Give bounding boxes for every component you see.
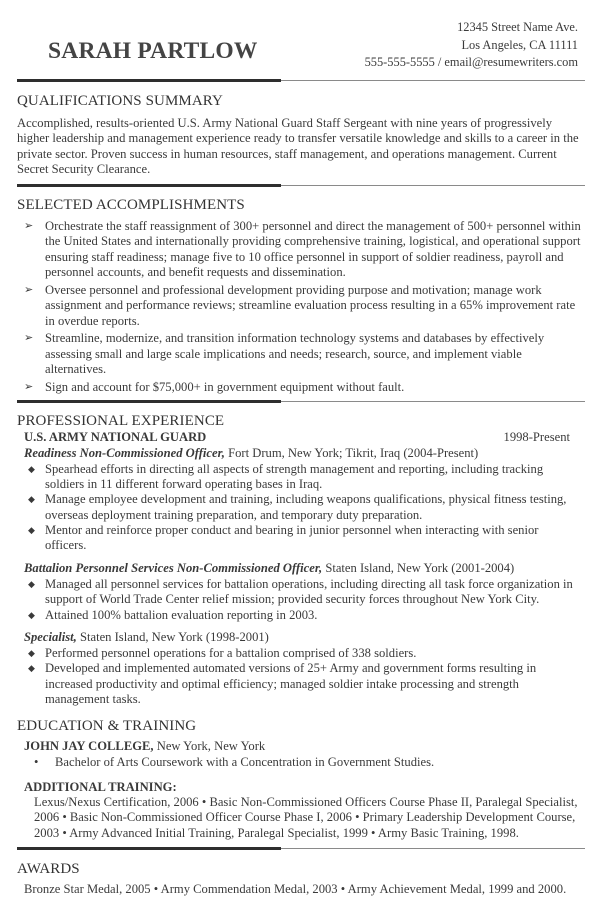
phone-email: 555-555-5555 / email@resumewriters.com <box>364 55 578 69</box>
list-item: ➢ Streamline, modernize, and transition information technology systems and databases by effectively assessing small and large scale implications and needs; research, source, and implement viable alternatives. <box>24 331 545 377</box>
awards-text: Bronze Star Medal, 2005 • Army Commendation Medal, 2003 • Army Achievement Medal, 1999 and 2000. <box>24 882 567 897</box>
bullet-icon: • <box>34 754 39 769</box>
list-item: ◆ Spearhead efforts in directing all aspects of strength management and reporting, including tracking soldiers in 11 different forward operating bases in Iraq. <box>28 461 544 492</box>
resume-header <box>0 0 604 79</box>
list-item: ➢ Sign and account for $75,000+ in government equipment without fault. <box>24 379 405 394</box>
arrow-bullet-icon: ➢ <box>24 332 34 345</box>
list-item: ◆ Manage employee development and training, including weapons qualifications, physical fitness testing, overseas deployment training preparation, and temporary duty preparation. <box>28 492 567 522</box>
school: JOHN JAY COLLEGE, New York, New York <box>24 739 266 754</box>
role-title: Battalion Personnel Services Non-Commissioned Officer, Staten Island, New York (2001-2004) <box>24 560 515 575</box>
list-item: ➢ Orchestrate the staff reassignment of 300+ personnel and direct the management of 500+ personnel within the United States and internationally providing comprehensive training, logistical, and operational support ensuring staff readiness; manage five to 10 office personnel in support of soldier readiness, payroll and personnel accounts, and benefit requests and dissemination. <box>24 219 581 280</box>
contact-block <box>365 19 578 72</box>
list-item: ◆ Mentor and reinforce proper conduct and bearing in junior personnel when interacting with senior officers. <box>28 523 539 553</box>
role-title: Readiness Non-Commissioned Officer, Fort Drum, New York; Tikrit, Iraq (2004-Present) <box>24 445 479 460</box>
role-bullets <box>24 577 582 623</box>
list-item: ◆ Managed all personnel services for battalion operations, including directing all task force organization in support of World Trade Center relief mission; provided security forces throughout New York City. <box>28 576 573 607</box>
diamond-bullet-icon: ◆ <box>28 525 35 536</box>
diamond-bullet-icon: ◆ <box>28 463 35 474</box>
list-item: ◆ Developed and implemented automated versions of 25+ Army and government forms resulting in increased productivity and optimal efficiency; managed soldier intake processing and strength management tasks. <box>28 661 537 706</box>
accomplishments-list <box>24 219 582 395</box>
accomplishments-heading: SELECTED ACCOMPLISHMENTS <box>17 197 245 214</box>
section-divider <box>17 400 585 404</box>
employer-name: U.S. ARMY NATIONAL GUARD <box>24 430 207 445</box>
section-divider <box>17 184 585 188</box>
diamond-bullet-icon: ◆ <box>28 648 35 659</box>
diamond-bullet-icon: ◆ <box>28 663 35 674</box>
arrow-bullet-icon: ➢ <box>24 380 34 393</box>
employer-row <box>24 430 580 445</box>
resume-body <box>17 79 587 917</box>
list-item: ➢ Oversee personnel and professional development providing purpose and motivation; manage work assignment and performance reviews; streamline evaluation process resulting in a 65% improvement rate in overdue reports. <box>24 282 576 328</box>
education-bullet: • Bachelor of Arts Coursework with a Concentration in Government Studies. <box>34 754 435 769</box>
section-divider <box>17 79 585 83</box>
list-item: ◆ Attained 100% battalion evaluation reporting in 2003. <box>28 607 318 622</box>
additional-training-heading: ADDITIONAL TRAINING: <box>24 779 177 794</box>
section-divider <box>17 847 585 851</box>
candidate-name: SARAH PARTLOW <box>48 38 258 64</box>
diamond-bullet-icon: ◆ <box>28 609 35 620</box>
diamond-bullet-icon: ◆ <box>28 494 35 505</box>
experience-heading: PROFESSIONAL EXPERIENCE <box>17 413 225 430</box>
role-bullets <box>24 646 582 707</box>
education-heading: EDUCATION & TRAINING <box>17 718 197 735</box>
list-item: ◆ Performed personnel operations for a battalion comprised of 338 soldiers. <box>28 646 417 661</box>
role-title: Specialist, Staten Island, New York (1998-2001) <box>24 629 269 644</box>
employment-dates: 1998-Present <box>503 430 570 445</box>
diamond-bullet-icon: ◆ <box>28 578 35 589</box>
qualifications-heading: QUALIFICATIONS SUMMARY <box>17 93 223 109</box>
qualifications-text: Accomplished, results-oriented U.S. Army National Guard Staff Sergeant with nine years of progressively higher leadership and management experience ready to transfer versatile knowledge and skills to a career in the private sector. Proven success in human resources, staff management, and operations management. Current Secret Security Clearance. <box>17 116 579 176</box>
arrow-bullet-icon: ➢ <box>24 283 34 296</box>
address-line-2: Los Angeles, CA 11111 <box>461 37 578 52</box>
role-bullets <box>24 462 582 554</box>
additional-training-text: Lexus/Nexus Certification, 2006 • Basic Non-Commissioned Officers Course Phase II, Paralegal Specialist, 2006 • Basic Non-Commissioned Officer Course Phase I, 2006 • Primary Leadership Development Course, 2003 • Army Advanced Initial Training, Paralegal Specialist, 1999 • Army Basic Training, 1998. <box>34 795 578 840</box>
awards-heading: AWARDS <box>17 861 80 878</box>
arrow-bullet-icon: ➢ <box>24 220 34 233</box>
address-line-1: 12345 Street Name Ave. <box>457 20 578 34</box>
